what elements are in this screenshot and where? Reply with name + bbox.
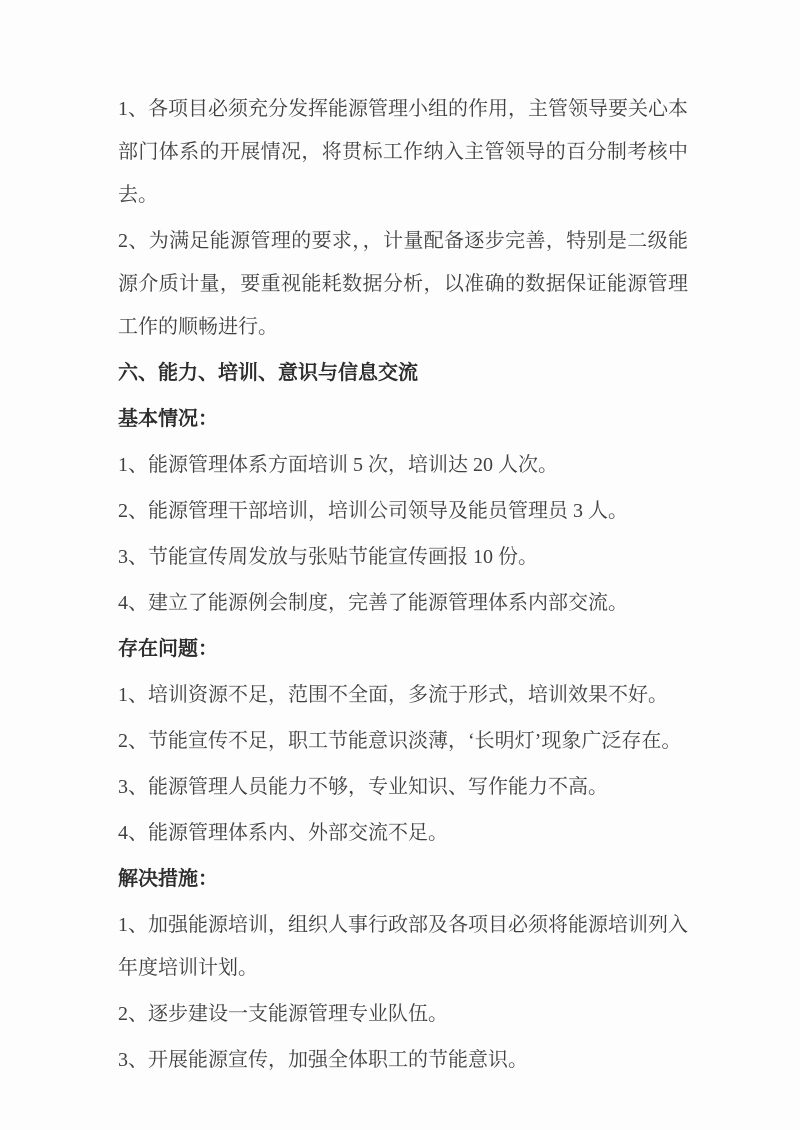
- section-heading-problems: 存在问题：: [118, 638, 218, 660]
- section-heading-basic-situation: 基本情况：: [118, 408, 218, 430]
- paragraph-energy-group-role: 1、各项目必须充分发挥能源管理小组的作用，主管领导要关心本部门体系的开展情况，将贯标工作纳入主管领导的百分制考核中去。: [118, 98, 688, 206]
- problem-item-publicity: 2、节能宣传不足，职工节能意识淡薄，‘长明灯’现象广泛存在。: [118, 730, 682, 752]
- basic-item-posters: 3、节能宣传周发放与张贴节能宣传画报 10 份。: [118, 546, 538, 568]
- basic-item-training-sessions: 1、能源管理体系方面培训 5 次，培训达 20 人次。: [118, 454, 558, 476]
- solution-item-training-plan: 1、加强能源培训，组织人事行政部及各项目必须将能源培训列入年度培训计划。: [118, 914, 688, 979]
- solution-item-professional-team: 2、逐步建设一支能源管理专业队伍。: [118, 1003, 448, 1025]
- solution-item-awareness: 3、开展能源宣传，加强全体职工的节能意识。: [118, 1049, 528, 1071]
- section-heading-solutions: 解决措施：: [118, 868, 218, 890]
- basic-item-meeting-system: 4、建立了能源例会制度，完善了能源管理体系内部交流。: [118, 592, 628, 614]
- paragraph-metering-improvement: 2、为满足能源管理的要求，，计量配备逐步完善，特别是二级能源介质计量，要重视能耗数据分析，以准确的数据保证能源管理工作的顺畅进行。: [118, 230, 688, 338]
- problem-item-staff-capability: 3、能源管理人员能力不够，专业知识、写作能力不高。: [118, 776, 608, 798]
- basic-item-cadre-training: 2、能源管理干部培训，培训公司领导及能员管理员 3 人。: [118, 500, 628, 522]
- problem-item-training-resources: 1、培训资源不足，范围不全面，多流于形式，培训效果不好。: [118, 684, 668, 706]
- section-heading-chapter-six: 六、能力、培训、意识与信息交流: [118, 362, 418, 384]
- problem-item-communication: 4、能源管理体系内、外部交流不足。: [118, 822, 448, 844]
